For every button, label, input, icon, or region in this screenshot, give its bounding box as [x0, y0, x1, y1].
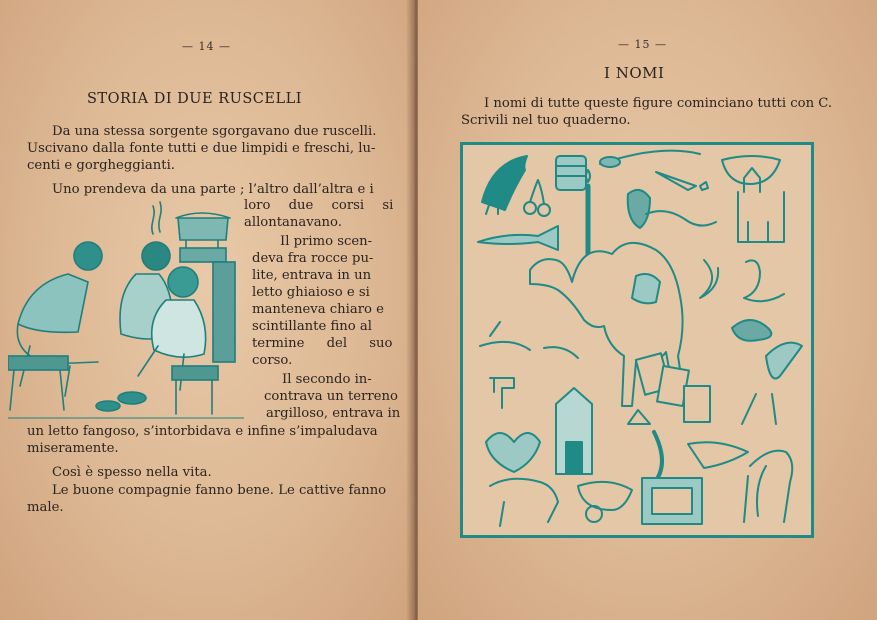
text-line: termine del suo — [252, 336, 393, 351]
text-line: manteneva chiaro e — [252, 302, 384, 317]
text-line: lite, entrava in un — [252, 268, 372, 283]
story-title: STORIA DI DUE RUSCELLI — [87, 91, 302, 107]
text-line: Da una stessa sorgente sgorgavano due ruscelli. — [52, 124, 377, 139]
c-objects-picture — [460, 142, 814, 538]
text-line: male. — [27, 500, 64, 515]
text-line: scintillante fino al — [252, 319, 372, 334]
page-number: — 14 — — [182, 40, 231, 53]
text-line: Uscivano dalla fonte tutti e due limpidi e freschi, lu- — [27, 141, 376, 156]
instruction-line: I nomi di tutte queste figure cominciano tutti con C. — [484, 96, 833, 111]
text-line: Uno prendeva da una parte ; l’altro dall’altra e i — [52, 182, 374, 197]
page-number: — 15 — — [618, 38, 667, 51]
left-page — [0, 0, 414, 620]
text-line: contrava un terreno — [264, 389, 398, 404]
exercise-title: I NOMI — [604, 64, 665, 82]
children-illustration — [8, 196, 244, 422]
text-line: un letto fangoso, s’intorbidava e infine s’impaludava — [27, 424, 378, 439]
text-line: Il secondo in- — [282, 372, 372, 387]
text-line: miseramente. — [27, 441, 119, 456]
text-line: allontanavano. — [244, 215, 342, 230]
right-page — [418, 0, 877, 620]
instruction-line: Scrivili nel tuo quaderno. — [461, 113, 631, 128]
text-line: letto ghiaioso e si — [252, 285, 370, 300]
text-line: Il primo scen- — [280, 234, 373, 249]
text-line: argilloso, entrava in — [266, 406, 401, 421]
text-line: loro due corsi si — [244, 198, 394, 213]
text-line: Le buone compagnie fanno bene. Le cattive fanno — [52, 483, 387, 498]
text-line: corso. — [252, 353, 293, 368]
text-line: Così è spesso nella vita. — [52, 465, 212, 480]
text-line: deva fra rocce pu- — [252, 251, 374, 266]
text-line: centi e gorgheggianti. — [27, 158, 175, 173]
